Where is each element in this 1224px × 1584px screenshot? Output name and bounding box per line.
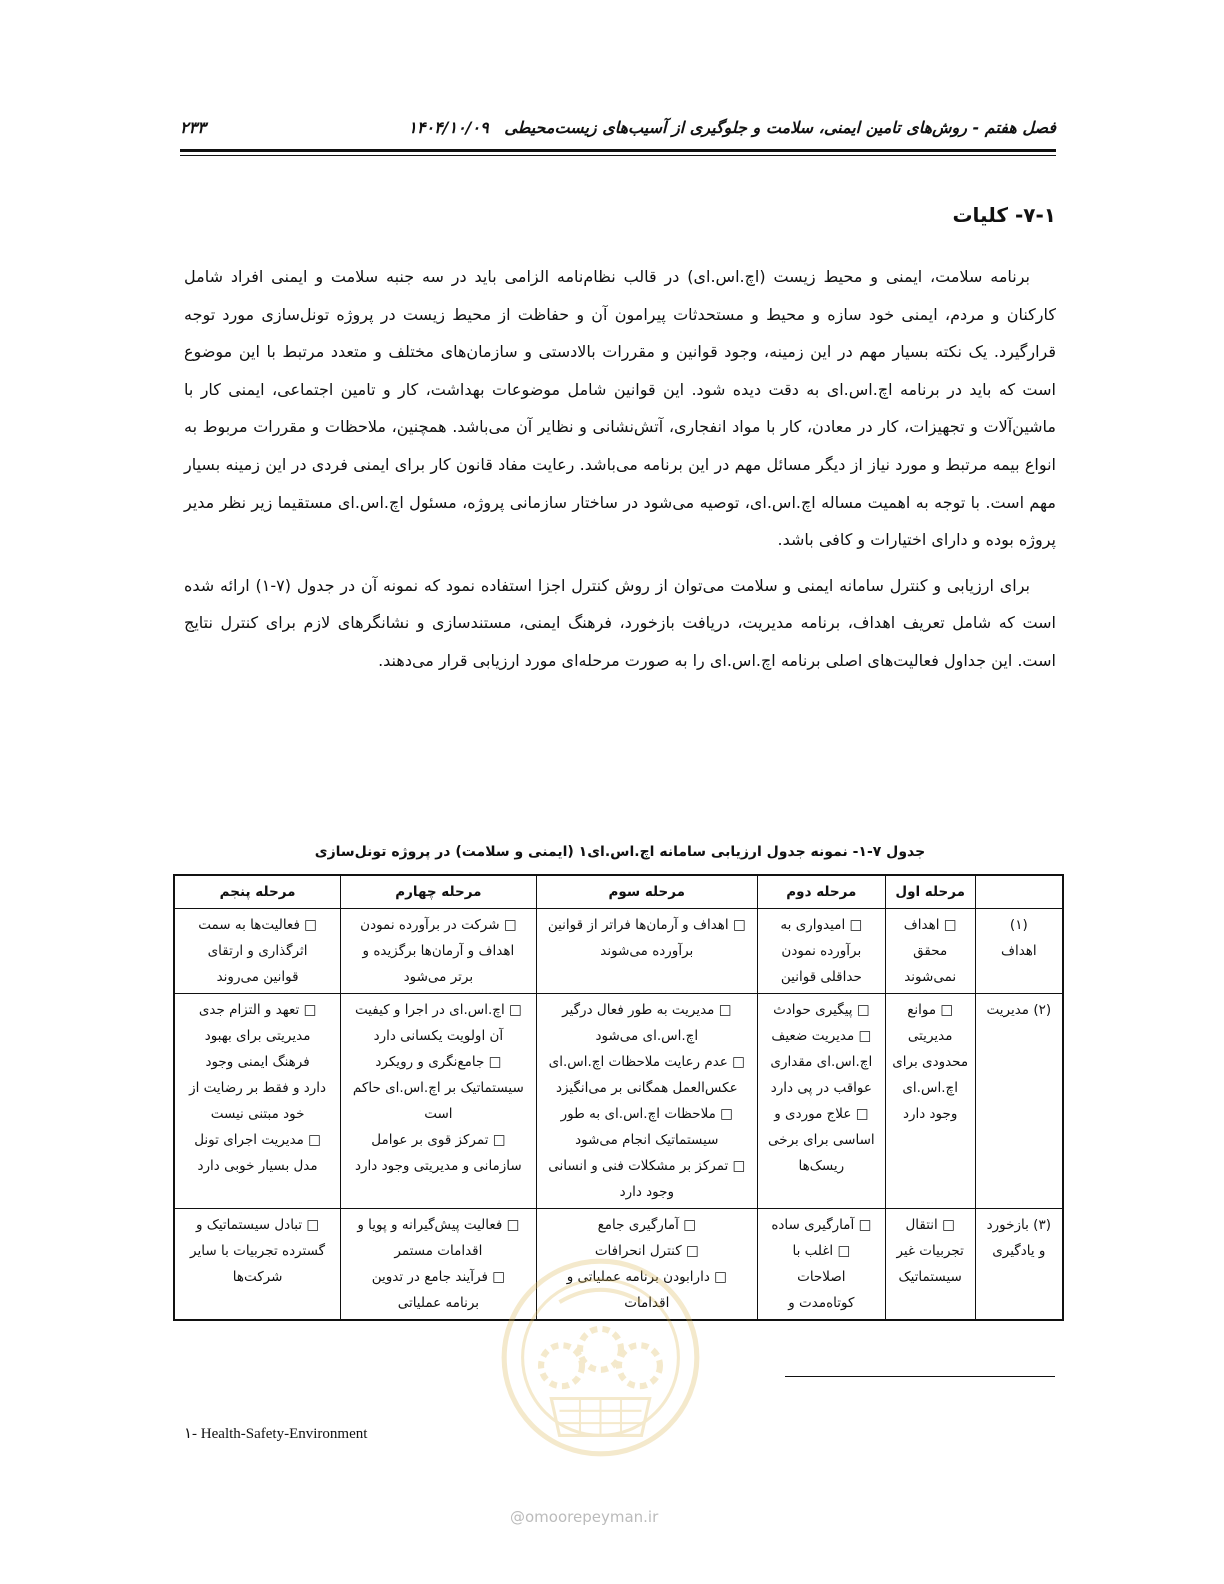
footnote: ۱- Health-Safety-Environment: [184, 1426, 368, 1442]
table-row-label: [975, 909, 1063, 994]
cell-text-line: □ تمرکز قوی بر عوامل: [371, 1132, 506, 1148]
cell-text-line: اصلاحات: [797, 1269, 846, 1285]
cell-text-line: کوتاه‌مدت و: [788, 1295, 855, 1311]
table-cell: [341, 1209, 536, 1321]
table-cell: [536, 1209, 757, 1321]
table-body: [174, 909, 1063, 1321]
footnote-rule: [785, 1376, 1055, 1377]
cell-text-line: ریسک‌ها: [798, 1158, 845, 1174]
chapter-title: فصل هفتم - روش‌های تامین ایمنی، سلامت و جلوگیری از آسیب‌های زیست‌محیطی: [504, 118, 1056, 137]
cell-text-line: گسترده تجربیات با سایر: [190, 1243, 326, 1259]
cell-text-line: اچ.اس.ای: [902, 1080, 958, 1096]
cell-text-line: □ موانع: [907, 1002, 954, 1018]
table-header-cell: [975, 875, 1063, 909]
table-header-cell: مرحله پنجم: [174, 875, 341, 909]
section-heading: ۷-۱- کلیات: [952, 203, 1056, 227]
cell-text-line: سیستماتیک: [898, 1269, 962, 1285]
cell-text-line: مدیریتی: [907, 1028, 953, 1044]
cell-text-line: □ پیگیری حوادث: [773, 1002, 870, 1018]
cell-text-line: □ تمرکز بر مشکلات فنی و انسانی: [548, 1158, 746, 1174]
cell-text-line: اچ.اس.ای می‌شود: [595, 1028, 699, 1044]
cell-text-line: خود مبتنی نیست: [210, 1106, 305, 1122]
cell-text-line: دارد و فقط بر رضایت از: [189, 1080, 327, 1096]
cell-text-line: سازمانی و مدیریتی وجود دارد: [355, 1158, 522, 1174]
evaluation-table: [173, 874, 1064, 1321]
cell-text-line: اهداف و آرمان‌ها برگزیده و: [362, 943, 515, 959]
table-row: [174, 909, 1063, 994]
header-rule-thin: [180, 155, 1056, 156]
table-header-cell: مرحله چهارم: [341, 875, 536, 909]
cell-text-line: وجود دارد: [619, 1184, 674, 1200]
cell-text-line: □ آمارگیری ساده: [771, 1217, 872, 1233]
cell-text-line: اقدامات مستمر: [394, 1243, 483, 1259]
table-header-cell: مرحله سوم: [536, 875, 757, 909]
page-number: ۲۳۳: [180, 118, 206, 137]
cell-text-line: □ علاج موردی و: [774, 1106, 869, 1122]
cell-text-line: □ دارابودن برنامه عملیاتی و: [566, 1269, 727, 1285]
table-cell: [174, 909, 341, 994]
table-cell: [885, 994, 975, 1209]
cell-text-line: □ مدیریت ضعیف: [771, 1028, 872, 1044]
cell-text-line: □ ملاحظات اچ.اس.ای به طور: [560, 1106, 733, 1122]
row-label-line: (۲) مدیریت: [986, 1002, 1052, 1018]
row-label-line: (۱): [1009, 917, 1028, 933]
cell-text-line: محقق: [913, 943, 948, 959]
cell-text-line: □ مدیریت اجرای تونل: [194, 1132, 321, 1148]
cell-text-line: اساسی برای برخی: [768, 1132, 875, 1148]
cell-text-line: شرکت‌ها: [232, 1269, 283, 1285]
cell-text-line: وجود دارد: [902, 1106, 958, 1122]
cell-text-line: □ فعالیت‌ها به سمت: [198, 917, 317, 933]
cell-text-line: □ مدیریت به طور فعال درگیر: [562, 1002, 732, 1018]
cell-text-line: □ اهداف و آرمان‌ها فراتر از قوانین: [547, 917, 746, 933]
cell-text-line: برتر می‌شود: [403, 969, 474, 985]
table-cell: [536, 909, 757, 994]
table-cell: [885, 1209, 975, 1321]
cell-text-line: □ عدم رعایت ملاحظات اچ.اس.ای: [548, 1054, 745, 1070]
table-cell: [536, 994, 757, 1209]
cell-text-line: □ امیدواری به: [780, 917, 863, 933]
cell-text-line: □ فعالیت پیش‌گیرانه و پویا و: [357, 1217, 520, 1233]
cell-text-line: □ تعهد و التزام جدی: [198, 1002, 317, 1018]
row-label-line: (۳) بازخورد: [986, 1217, 1051, 1233]
cell-text-line: برآورده نمودن: [781, 943, 862, 959]
table-header-cell: مرحله دوم: [757, 875, 885, 909]
cell-text-line: □ شرکت در برآورده نمودن: [360, 917, 517, 933]
running-header: [180, 118, 1056, 144]
cell-text-line: □ تبادل سیستماتیک و: [195, 1217, 320, 1233]
cell-text-line: عواقب در پی دارد: [770, 1080, 872, 1096]
cell-text-line: □ کنترل انحرافات: [594, 1243, 699, 1259]
table-cell: [885, 909, 975, 994]
table-cell: [341, 994, 536, 1209]
table-header-cell: مرحله اول: [885, 875, 975, 909]
cell-text-line: حداقلی قوانین: [780, 969, 862, 985]
table-row-label: [975, 1209, 1063, 1321]
cell-text-line: □ اغلب با: [792, 1243, 851, 1259]
cell-text-line: برنامه عملیاتی: [397, 1295, 480, 1311]
table-cell: [341, 909, 536, 994]
cell-text-line: فرهنگ ایمنی وجود: [205, 1054, 310, 1070]
table-row: [174, 1209, 1063, 1321]
header-date: ۱۴۰۴/۱۰/۰۹: [408, 118, 489, 137]
table-caption: جدول ۷-۱- نمونه جدول ارزیابی سامانه اچ.اس.ای۱ (ایمنی و سلامت) در پروژه تونل‌سازی: [314, 844, 926, 860]
cell-text-line: قوانین می‌روند: [216, 969, 299, 985]
cell-text-line: □ جامع‌نگری و رویکرد: [375, 1054, 502, 1070]
paragraph-1: برنامه سلامت، ایمنی و محیط زیست (اچ.اس.ای) در قالب نظام‌نامه الزامی باید در سه جنبه سلامت و ایمنی افراد شامل کارکنان و مردم، ایمنی خود سازه و محیط و مستحدثات پیرامون آن و حفاظت از محیط زیست در پروژه تونل‌سازی مورد توجه قرارگیرد. یک نکته بسیار مهم در این زمینه، وجود قوانین و مقررات بالادستی و سازمان‌های مختلف و متعدد مرتبط با این موضوع است که باید در برنامه اچ.اس.ای به دقت دیده شود. این قوانین شامل موضوعات بهداشت، کار و تامین اجتماعی، ایمنی کار با ماشین‌آلات و تجهیزات، کار در معادن، کار با مواد انفجاری، آتش‌نشانی و نظایر آن می‌باشد. همچنین، ملاحظات و مقررات مربوط به انواع بیمه مرتبط و مورد نیاز از دیگر مسائل مهم در این برنامه می‌باشد. رعایت مفاد قانون کار برای ایمنی فردی در این زمینه بسیار مهم است. با توجه به اهمیت مساله اچ.اس.ای، توصیه می‌شود در ساختار سازمانی پروژه، مسئول اچ.اس.ای مستقیما زیر نظر مدیر پروژه بوده و دارای اختیارات و کافی باشد.: [184, 267, 1056, 550]
cell-text-line: □ آمارگیری جامع: [597, 1217, 696, 1233]
cell-text-line: □ اچ.اس.ای در اجرا و کیفیت: [354, 1002, 522, 1018]
cell-text-line: محدودی برای: [892, 1054, 969, 1070]
table-row: [174, 994, 1063, 1209]
cell-text-line: □ فرآیند جامع در تدوین: [371, 1269, 506, 1285]
row-label-line: و یادگیری: [992, 1243, 1046, 1259]
table-row-label: [975, 994, 1063, 1209]
table-cell: [757, 1209, 885, 1321]
table-header-row: [174, 875, 1063, 909]
cell-text-line: است: [424, 1106, 453, 1122]
table-cell: [174, 994, 341, 1209]
cell-text-line: □ انتقال: [905, 1217, 955, 1233]
header-rule-thick: [180, 149, 1056, 152]
body-text: [184, 258, 1056, 688]
cell-text-line: سیستماتیک بر اچ.اس.ای حاکم: [352, 1080, 524, 1096]
cell-text-line: اثرگذاری و ارتقای: [207, 943, 308, 959]
cell-text-line: سیستماتیک انجام می‌شود: [575, 1132, 719, 1148]
cell-text-line: عکس‌العمل همگانی بر می‌انگیزد: [555, 1080, 738, 1096]
cell-text-line: مدل بسیار خوبی دارد: [197, 1158, 318, 1174]
table-cell: [757, 994, 885, 1209]
cell-text-line: تجربیات غیر: [896, 1243, 964, 1259]
cell-text-line: اقدامات: [624, 1295, 670, 1311]
row-label-line: اهداف: [1000, 943, 1037, 959]
cell-text-line: اچ.اس.ای مقداری: [770, 1054, 873, 1070]
cell-text-line: مدیریتی برای بهبود: [204, 1028, 311, 1044]
watermark-url: @omoorepeyman.ir: [510, 1508, 659, 1526]
cell-text-line: نمی‌شوند: [904, 969, 957, 985]
paragraph-2: برای ارزیابی و کنترل سامانه ایمنی و سلامت می‌توان از روش کنترل اجزا استفاده نمود که نمونه آن در جدول (۷-۱) ارائه شده است که شامل تعریف اهداف، برنامه مدیریت، دریافت بازخورد، فرهنگ ایمنی، مستندسازی و نشانگرهای لازم برای کنترل نتایج است. این جداول فعالیت‌های اصلی برنامه اچ.اس.ای را به صورت مرحله‌ای مورد ارزیابی قرار می‌دهند.: [184, 575, 1056, 670]
cell-text-line: آن اولویت یکسانی دارد: [373, 1028, 504, 1044]
cell-text-line: □ اهداف: [903, 917, 957, 933]
table-cell: [174, 1209, 341, 1321]
table-cell: [757, 909, 885, 994]
cell-text-line: برآورده می‌شوند: [600, 943, 694, 959]
header-chapter-info: [408, 118, 1056, 137]
